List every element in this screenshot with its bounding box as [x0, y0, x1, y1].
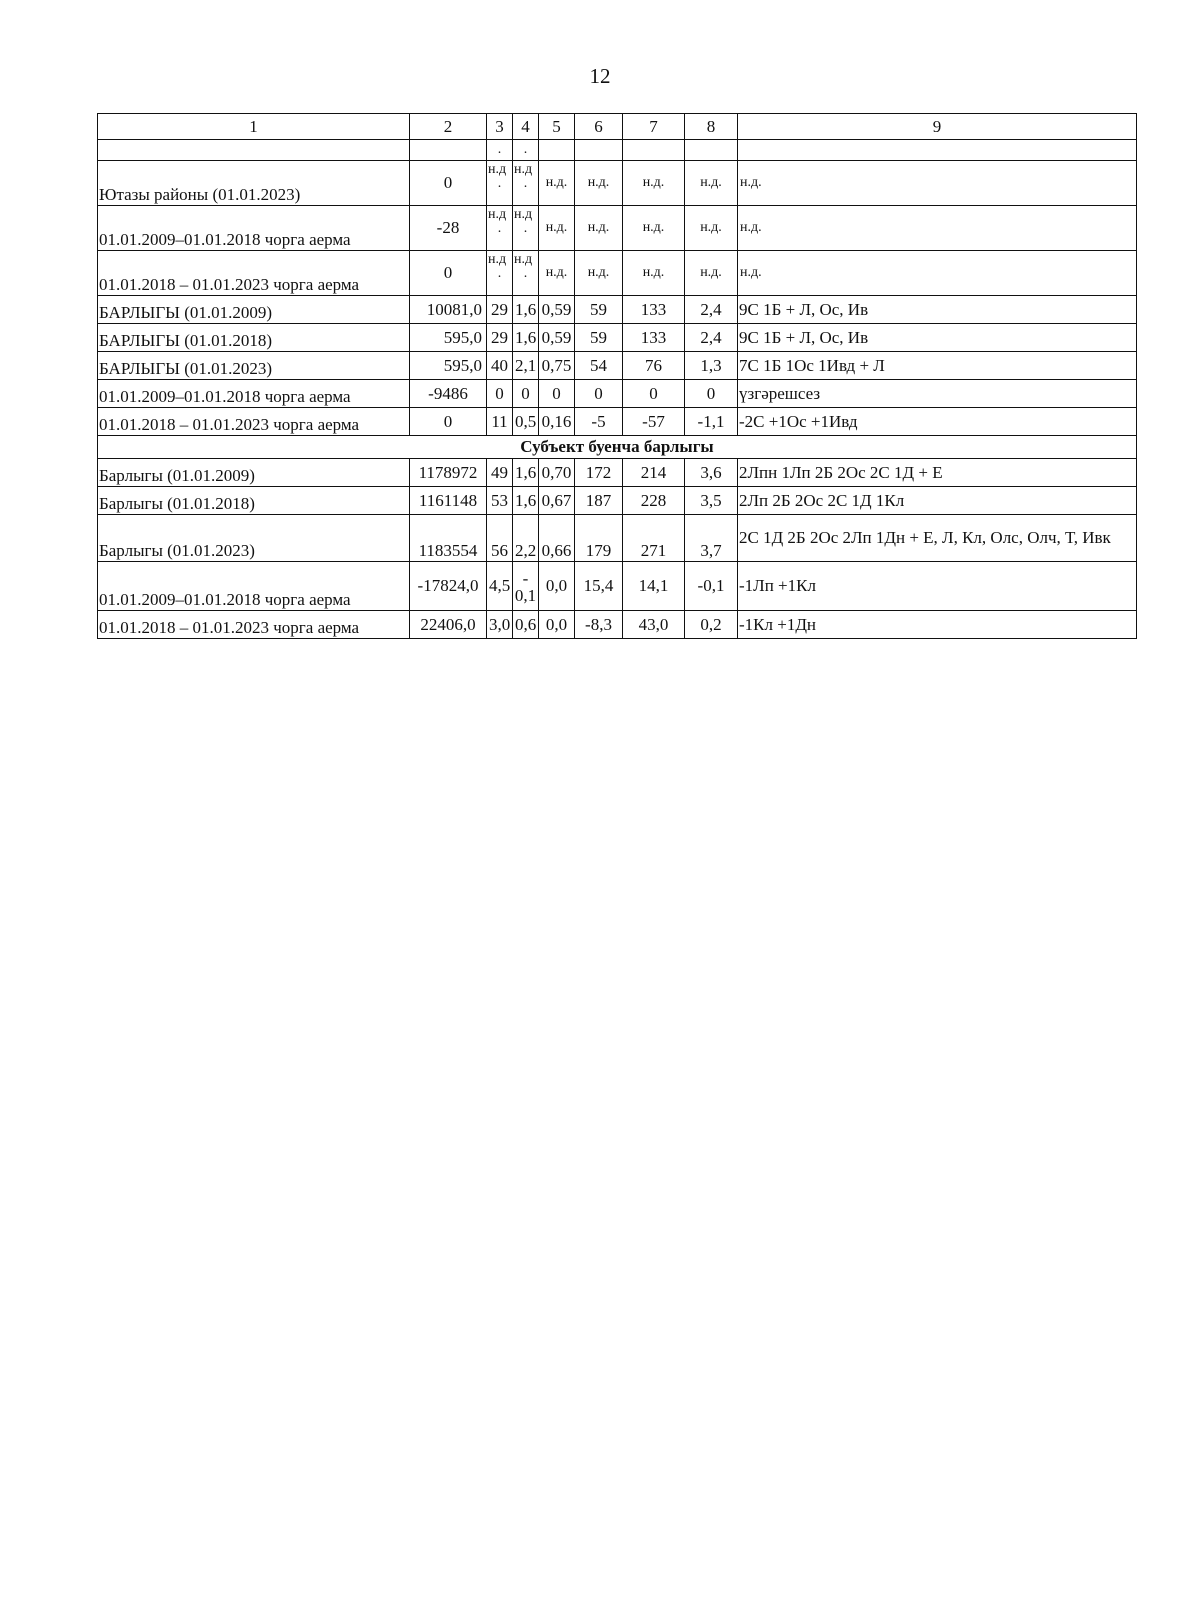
- table-cell: [685, 140, 738, 161]
- table-row: [98, 611, 1137, 639]
- table-cell: 0: [410, 251, 487, 296]
- table-cell: 1,6: [513, 324, 539, 352]
- table-cell: 0,0: [539, 611, 575, 639]
- table-row: [98, 296, 1137, 324]
- table-cell: 56: [487, 515, 513, 562]
- table-cell: 0,6: [513, 611, 539, 639]
- table-cell: 49: [487, 459, 513, 487]
- table-cell: 1,6: [513, 459, 539, 487]
- dots-row: [98, 140, 1137, 161]
- table-cell: 228: [623, 487, 685, 515]
- table-cell: н.д.: [539, 206, 575, 251]
- table-cell: 0,66: [539, 515, 575, 562]
- table-cell: н.д.: [623, 161, 685, 206]
- table-cell: 0: [623, 380, 685, 408]
- table-cell: 53: [487, 487, 513, 515]
- data-table: [97, 113, 1137, 639]
- table-cell: -17824,0: [410, 562, 487, 611]
- table-cell: 0: [513, 380, 539, 408]
- table-cell: 0: [410, 408, 487, 436]
- row-label: БАРЛЫГЫ (01.01.2018): [98, 324, 410, 352]
- table-cell: н.д.: [539, 251, 575, 296]
- table-cell: - 0,1: [513, 562, 539, 611]
- table-cell: 2,4: [685, 324, 738, 352]
- table-cell: 2Лпн 1Лп 2Б 2Ос 2С 1Д + Е: [738, 459, 1137, 487]
- table-cell: 2,1: [513, 352, 539, 380]
- table-cell: 11: [487, 408, 513, 436]
- table-cell: 0: [487, 380, 513, 408]
- table-cell: 1183554: [410, 515, 487, 562]
- table-cell: н.д.: [685, 206, 738, 251]
- row-label: Барлыгы (01.01.2023): [98, 515, 410, 562]
- table-cell: 0,70: [539, 459, 575, 487]
- table-cell: 0: [539, 380, 575, 408]
- table-cell: [575, 140, 623, 161]
- table-cell: 29: [487, 296, 513, 324]
- table-cell: н.д .: [513, 161, 539, 206]
- table-cell: н.д.: [575, 206, 623, 251]
- row-label: БАРЛЫГЫ (01.01.2023): [98, 352, 410, 380]
- table-cell: н.д .: [487, 206, 513, 251]
- table-row: [98, 487, 1137, 515]
- table-cell: 14,1: [623, 562, 685, 611]
- table-cell: 187: [575, 487, 623, 515]
- table-cell: 2С 1Д 2Б 2Ос 2Лп 1Дн + Е, Л, Кл, Олс, Олч, Т, Ивк: [738, 515, 1137, 562]
- table-cell: 1,3: [685, 352, 738, 380]
- table-cell: 15,4: [575, 562, 623, 611]
- table-cell: 43,0: [623, 611, 685, 639]
- table-cell: 0: [410, 161, 487, 206]
- row-label: Барлыгы (01.01.2018): [98, 487, 410, 515]
- page-number: 12: [589, 64, 611, 88]
- table-cell: 2,2: [513, 515, 539, 562]
- row-label: 01.01.2018 – 01.01.2023 чорга аерма: [98, 251, 410, 296]
- column-header: 6: [575, 114, 623, 140]
- table-cell: н.д.: [539, 161, 575, 206]
- table-cell: 133: [623, 324, 685, 352]
- column-header: 8: [685, 114, 738, 140]
- section-row: [98, 436, 1137, 459]
- table-cell: 0,59: [539, 324, 575, 352]
- table-cell: -1Кл +1Дн: [738, 611, 1137, 639]
- table-cell: 7С 1Б 1Ос 1Ивд + Л: [738, 352, 1137, 380]
- table-cell: 9С 1Б + Л, Ос, Ив: [738, 296, 1137, 324]
- row-label: Ютазы районы (01.01.2023): [98, 161, 410, 206]
- table-cell: .: [487, 140, 513, 161]
- row-label: 01.01.2009–01.01.2018 чорга аерма: [98, 380, 410, 408]
- table-cell: 0,0: [539, 562, 575, 611]
- table-cell: .: [513, 140, 539, 161]
- table-cell: 3,6: [685, 459, 738, 487]
- table-cell: 59: [575, 324, 623, 352]
- table-row: [98, 380, 1137, 408]
- table-cell: н.д.: [738, 161, 1137, 206]
- column-header: 9: [738, 114, 1137, 140]
- table-cell: 172: [575, 459, 623, 487]
- table-row: [98, 408, 1137, 436]
- table-cell: 271: [623, 515, 685, 562]
- row-label: Барлыгы (01.01.2009): [98, 459, 410, 487]
- table-cell: 0,67: [539, 487, 575, 515]
- table-cell: н.д.: [738, 206, 1137, 251]
- table-cell: 0: [685, 380, 738, 408]
- row-label: БАРЛЫГЫ (01.01.2009): [98, 296, 410, 324]
- table-cell: н.д .: [487, 161, 513, 206]
- table-cell: 133: [623, 296, 685, 324]
- table-cell: н.д.: [738, 251, 1137, 296]
- table-cell: 595,0: [410, 324, 487, 352]
- table-cell: [410, 140, 487, 161]
- column-header: 5: [539, 114, 575, 140]
- table-cell: -28: [410, 206, 487, 251]
- table-cell: 2,4: [685, 296, 738, 324]
- section-title: Субъект буенча барлыгы: [98, 436, 1137, 459]
- table-cell: 3,7: [685, 515, 738, 562]
- table-row: [98, 324, 1137, 352]
- table-cell: 9С 1Б + Л, Ос, Ив: [738, 324, 1137, 352]
- column-header: 2: [410, 114, 487, 140]
- table-cell: 1,6: [513, 487, 539, 515]
- table-cell: н.д.: [575, 251, 623, 296]
- table-cell: н.д.: [685, 161, 738, 206]
- table-cell: 22406,0: [410, 611, 487, 639]
- table-cell: 0,2: [685, 611, 738, 639]
- table-cell: 1161148: [410, 487, 487, 515]
- table-cell: [98, 140, 410, 161]
- table-cell: 0,16: [539, 408, 575, 436]
- table-cell: 0: [575, 380, 623, 408]
- table-cell: 1178972: [410, 459, 487, 487]
- column-number-row: [98, 114, 1137, 140]
- table-cell: н.д .: [513, 251, 539, 296]
- table-cell: 10081,0: [410, 296, 487, 324]
- table-row: [98, 161, 1137, 206]
- table-cell: н.д .: [513, 206, 539, 251]
- table-cell: н.д.: [685, 251, 738, 296]
- table-cell: 2Лп 2Б 2Ос 2С 1Д 1Кл: [738, 487, 1137, 515]
- table-cell: н.д.: [575, 161, 623, 206]
- table-row: [98, 206, 1137, 251]
- table-cell: 54: [575, 352, 623, 380]
- table-cell: [539, 140, 575, 161]
- table-cell: -8,3: [575, 611, 623, 639]
- table-cell: -9486: [410, 380, 487, 408]
- table-cell: 0,5: [513, 408, 539, 436]
- table-row: [98, 562, 1137, 611]
- row-label: 01.01.2009–01.01.2018 чорга аерма: [98, 206, 410, 251]
- row-label: 01.01.2018 – 01.01.2023 чорга аерма: [98, 611, 410, 639]
- table-cell: 214: [623, 459, 685, 487]
- table-cell: -5: [575, 408, 623, 436]
- column-header: 7: [623, 114, 685, 140]
- table-cell: [738, 140, 1137, 161]
- table-cell: 0,59: [539, 296, 575, 324]
- table-cell: 595,0: [410, 352, 487, 380]
- table-row: [98, 515, 1137, 562]
- table-cell: үзгәрешсез: [738, 380, 1137, 408]
- table-cell: 76: [623, 352, 685, 380]
- table-row: [98, 352, 1137, 380]
- table-cell: -0,1: [685, 562, 738, 611]
- column-header: 4: [513, 114, 539, 140]
- row-label: 01.01.2009–01.01.2018 чорга аерма: [98, 562, 410, 611]
- table-cell: н.д.: [623, 251, 685, 296]
- table-cell: 1,6: [513, 296, 539, 324]
- table-cell: -57: [623, 408, 685, 436]
- table-cell: -2С +1Ос +1Ивд: [738, 408, 1137, 436]
- table-cell: 179: [575, 515, 623, 562]
- table-cell: -1,1: [685, 408, 738, 436]
- table-cell: н.д.: [623, 206, 685, 251]
- table-cell: н.д .: [487, 251, 513, 296]
- column-header: 1: [98, 114, 410, 140]
- table-cell: 29: [487, 324, 513, 352]
- column-header: 3: [487, 114, 513, 140]
- table-row: [98, 459, 1137, 487]
- table-cell: -1Лп +1Кл: [738, 562, 1137, 611]
- table-cell: 4,5: [487, 562, 513, 611]
- table-cell: 3,0: [487, 611, 513, 639]
- table-cell: 0,75: [539, 352, 575, 380]
- table-cell: 40: [487, 352, 513, 380]
- table-cell: 59: [575, 296, 623, 324]
- row-label: 01.01.2018 – 01.01.2023 чорга аерма: [98, 408, 410, 436]
- table-cell: [623, 140, 685, 161]
- table-row: [98, 251, 1137, 296]
- table-cell: 3,5: [685, 487, 738, 515]
